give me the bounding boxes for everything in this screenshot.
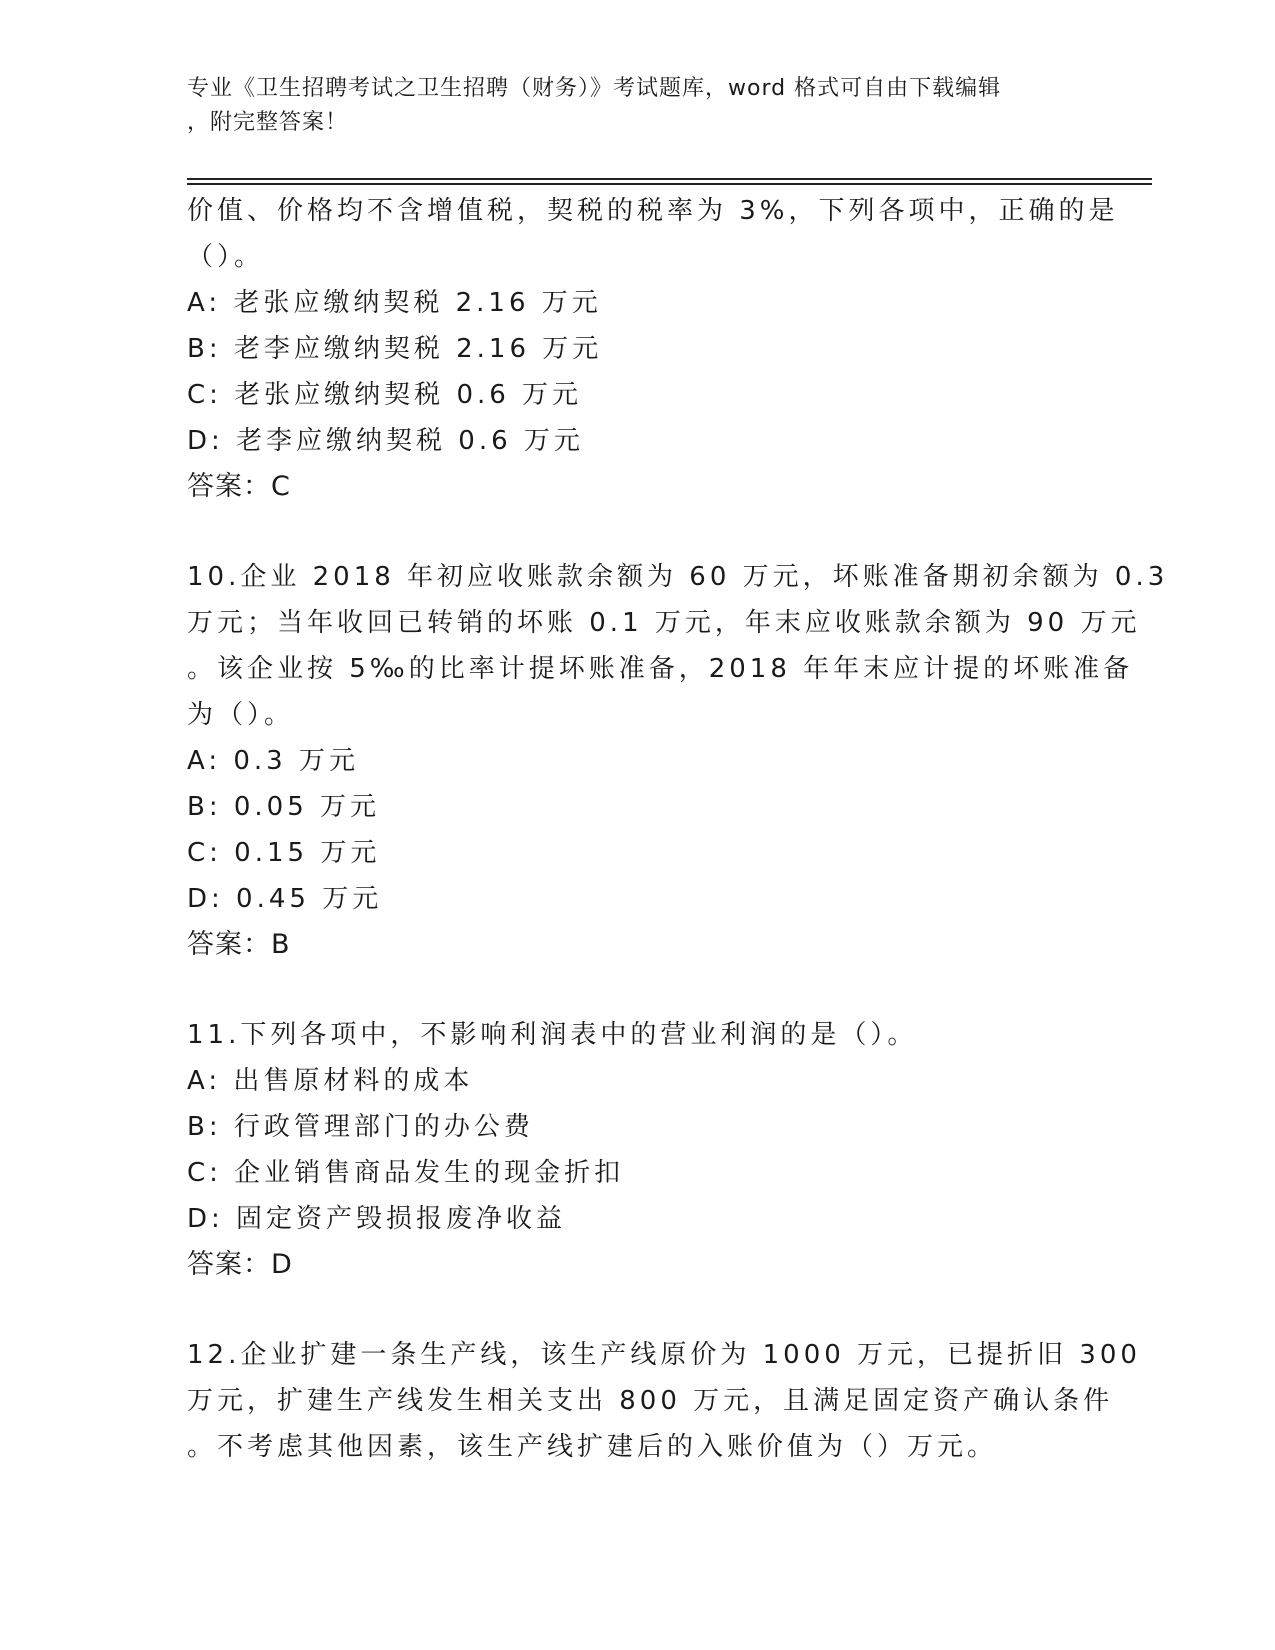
option-a: A: 出售原材料的成本: [187, 1066, 474, 1096]
question-text-line: 10.企业 2018 年初应收账款余额为 60 万元，坏账准备期初余额为 0.3: [187, 562, 1169, 592]
option-c: C: 0.15 万元: [187, 838, 381, 868]
question-text-line: 万元；当年收回已转销的坏账 0.1 万元，年末应收账款余额为 90 万元: [187, 608, 1141, 638]
question-10: [187, 554, 1169, 968]
option-b: B: 行政管理部门的办公费: [187, 1112, 534, 1142]
spacer: [187, 1288, 1087, 1332]
option-d: D: 固定资产毁损报废净收益: [187, 1204, 567, 1234]
spacer: [187, 510, 1087, 554]
option-b: B: 老李应缴纳契税 2.16 万元: [187, 334, 603, 364]
question-text-line: 。该企业按 5‰的比率计提坏账准备，2018 年年末应计提的坏账准备: [187, 654, 1134, 684]
question-text-line: 。不考虑其他因素，该生产线扩建后的入账价值为（）万元。: [187, 1432, 998, 1462]
option-a: A: 0.3 万元: [187, 746, 359, 776]
answer-line: 答案：D: [187, 1249, 293, 1280]
answer-line: 答案：C: [187, 471, 291, 502]
question-text-line: 12.企业扩建一条生产线，该生产线原价为 1000 万元，已提折旧 300: [187, 1340, 1141, 1370]
question-text-line: 价值、价格均不含增值税，契税的税率为 3%，下列各项中，正确的是: [187, 196, 1119, 226]
question-text-line: 万元，扩建生产线发生相关支出 800 万元，且满足固定资产确认条件: [187, 1386, 1114, 1416]
option-c: C: 企业销售商品发生的现金折扣: [187, 1158, 625, 1188]
header-line-2: ，附完整答案！: [187, 110, 349, 135]
question-11: [187, 1012, 1087, 1288]
option-c: C: 老张应缴纳契税 0.6 万元: [187, 380, 583, 410]
question-text-line: （）。: [187, 242, 265, 272]
spacer: [187, 968, 1087, 1012]
option-d: D: 老李应缴纳契税 0.6 万元: [187, 426, 584, 456]
question-text-line: 11.下列各项中，不影响利润表中的营业利润的是（）。: [187, 1020, 918, 1050]
question-12: [187, 1332, 1141, 1470]
option-b: B: 0.05 万元: [187, 792, 381, 822]
option-a: A: 老张应缴纳契税 2.16 万元: [187, 288, 602, 318]
question-text-line: 为（）。: [187, 700, 295, 730]
option-d: D: 0.45 万元: [187, 884, 383, 914]
header-divider-top: [187, 178, 1152, 180]
question-9: [187, 188, 1119, 510]
document-header: [187, 72, 1067, 140]
answer-line: 答案：B: [187, 929, 291, 960]
header-divider-bottom: [187, 183, 1152, 185]
header-line-1: 专业《卫生招聘考试之卫生招聘（财务）》考试题库，word 格式可自由下载编辑: [187, 76, 1002, 101]
question-list: [187, 188, 1169, 1470]
